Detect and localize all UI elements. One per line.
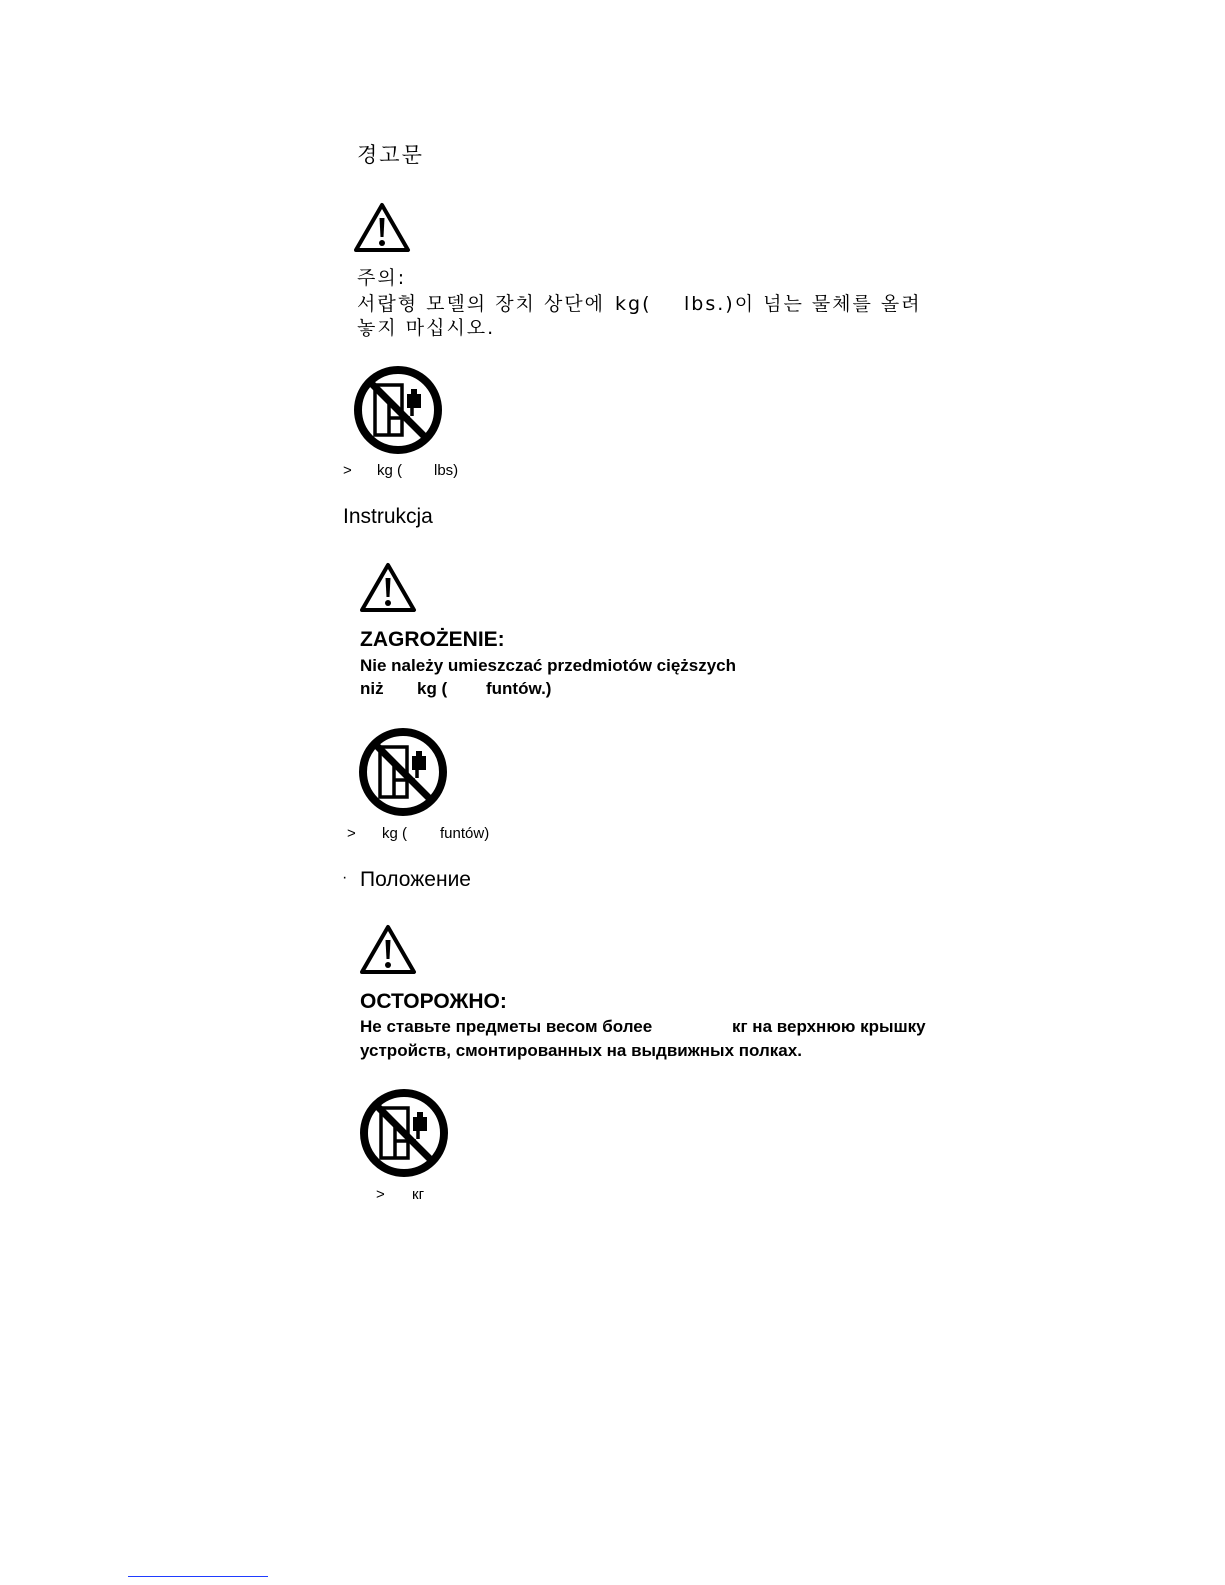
polish-caption-funtow: funtów) [440,825,490,842]
footnote-rule [128,1576,268,1577]
no-heavy-object-on-drawer-icon [358,1087,450,1179]
korean-caption-gt: > [343,462,352,479]
korean-caption-lbs: lbs) [434,462,459,479]
polish-danger-text-kg: kg ( [417,679,448,698]
russian-caution-text-line2: устройств, смонтированных на выдвижных полках. [360,1041,802,1060]
warning-triangle-icon [354,203,410,253]
korean-section-title: 경고문 [357,143,424,167]
polish-section-title: Instrukcja [343,505,433,528]
korean-caption-kg: kg ( [377,462,403,479]
polish-danger-label: ZAGROŻENIE: [360,628,505,651]
polish-danger-text-niz: niż [360,679,384,698]
polish-danger-text-funtow: funtów.) [486,679,552,698]
polish-caption-kg: kg ( [382,825,408,842]
korean-caution-text-part2: lbs.)이 넘는 물체를 올려 [684,293,922,315]
korean-caution-text-kg: kg( [615,293,652,315]
russian-bullet: · [342,869,348,886]
no-heavy-object-on-drawer-icon [357,726,449,818]
russian-caution-label: ОСТОРОЖНО: [360,990,507,1013]
korean-caution-label: 주의: [357,267,407,289]
polish-caption-gt: > [347,825,356,842]
warning-triangle-icon [360,925,416,975]
russian-caution-text-part1: Не ставьте предметы весом более [360,1017,653,1036]
russian-caption-kg: кг [412,1186,425,1203]
russian-section-title: Положение [360,868,471,891]
russian-caption-gt: > [376,1186,385,1203]
korean-caution-text-part1: 서랍형 모델의 장치 상단에 [357,293,606,315]
polish-danger-text-line1: Nie należy umieszczać przedmiotów cięższych [360,656,737,675]
no-heavy-object-on-drawer-icon [352,364,444,456]
russian-caution-text-part2: кг на верхнюю крышку [732,1017,926,1036]
korean-caution-text-line2: 놓지 마십시오. [357,317,496,339]
warning-triangle-icon [360,563,416,613]
